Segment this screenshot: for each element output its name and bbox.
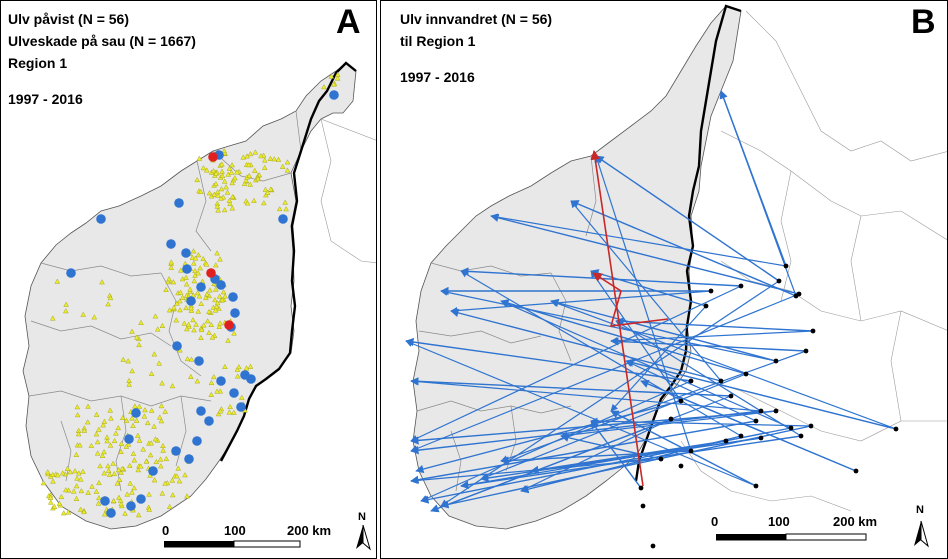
scale-label-0: 0 bbox=[162, 523, 170, 538]
wolf-detection-dot bbox=[136, 494, 146, 504]
scale-label-100: 100 bbox=[768, 514, 790, 529]
origin-point bbox=[679, 399, 684, 404]
origin-point bbox=[719, 379, 724, 384]
panel-b-period: 1997 - 2016 bbox=[400, 69, 475, 85]
wolf-detection-dot bbox=[174, 198, 184, 208]
wolf-detection-dot bbox=[192, 436, 202, 446]
origin-point bbox=[641, 504, 646, 509]
scale-label-200: 200 km bbox=[287, 523, 332, 538]
origin-point bbox=[809, 424, 814, 429]
wolf-detection-dot bbox=[240, 370, 250, 380]
origin-point bbox=[651, 544, 656, 549]
scale-label-100: 100 bbox=[224, 523, 246, 538]
wolf-detection-dot bbox=[196, 406, 206, 416]
wolf-detection-dot bbox=[172, 341, 182, 351]
wolf-detection-dot bbox=[229, 388, 239, 398]
origin-point bbox=[659, 457, 664, 462]
origin-point bbox=[639, 486, 644, 491]
origin-point bbox=[739, 434, 744, 439]
wolf-detection-dot bbox=[204, 416, 214, 426]
wolf-detection-dot bbox=[184, 454, 194, 464]
origin-point bbox=[804, 349, 809, 354]
wolf-red-dot bbox=[206, 268, 216, 278]
wolf-detection-dot bbox=[181, 248, 191, 258]
origin-point bbox=[774, 409, 779, 414]
origin-point bbox=[729, 394, 734, 399]
wolf-detection-dot bbox=[236, 402, 246, 412]
panel-a-title-3: Region 1 bbox=[8, 55, 68, 71]
wolf-detection-dot bbox=[278, 214, 288, 224]
origin-point bbox=[689, 449, 694, 454]
origin-point bbox=[709, 289, 714, 294]
wolf-detection-dot bbox=[194, 356, 204, 366]
scale-label-200: 200 km bbox=[833, 514, 878, 529]
wolf-detection-dot bbox=[216, 280, 226, 290]
wolf-detection-dot bbox=[124, 434, 134, 444]
origin-point bbox=[789, 426, 794, 431]
origin-point bbox=[754, 484, 759, 489]
north-label: N bbox=[916, 504, 924, 516]
wolf-detection-dot bbox=[196, 282, 206, 292]
origin-point bbox=[744, 372, 749, 377]
neighbor-land bbox=[321, 119, 377, 263]
origin-point bbox=[894, 427, 899, 432]
panel-b-letter: B bbox=[911, 3, 936, 41]
north-arrow-icon bbox=[356, 525, 370, 549]
panel-a-period: 1997 - 2016 bbox=[8, 91, 83, 107]
origin-point bbox=[689, 379, 694, 384]
wolf-detection-dot bbox=[96, 214, 106, 224]
map-a-canvas bbox=[1, 1, 377, 559]
origin-point bbox=[669, 417, 674, 422]
wolf-detection-dot bbox=[148, 466, 158, 476]
scale-label-0: 0 bbox=[711, 514, 719, 529]
origin-point bbox=[679, 464, 684, 469]
origin-point bbox=[754, 419, 759, 424]
origin-point bbox=[704, 304, 709, 309]
panel-b-title-2: til Region 1 bbox=[400, 33, 476, 49]
origin-point bbox=[784, 264, 789, 269]
wolf-detection-dot bbox=[66, 268, 76, 278]
panel-a-title-2: Ulveskade på sau (N = 1667) bbox=[8, 33, 196, 49]
origin-point bbox=[739, 284, 744, 289]
origin-point bbox=[777, 279, 782, 284]
wolf-detection-dot bbox=[329, 90, 339, 100]
wolf-detection-dot bbox=[186, 296, 196, 306]
scale-bar bbox=[716, 534, 866, 540]
origin-point bbox=[759, 409, 764, 414]
origin-point bbox=[799, 434, 804, 439]
wolf-detection-dot bbox=[106, 508, 116, 518]
origin-point bbox=[759, 436, 764, 441]
wolf-red-dot bbox=[208, 152, 218, 162]
wolf-red-dot bbox=[224, 320, 234, 330]
north-label: N bbox=[358, 511, 366, 523]
wolf-detection-dot bbox=[100, 496, 110, 506]
wolf-detection-dot bbox=[182, 264, 192, 274]
map-panel-b bbox=[380, 0, 948, 559]
origin-point bbox=[724, 439, 729, 444]
scale-bar bbox=[164, 541, 300, 547]
wolf-detection-dot bbox=[228, 292, 238, 302]
origin-point bbox=[797, 292, 802, 297]
origin-point bbox=[854, 469, 859, 474]
wolf-detection-dot bbox=[166, 239, 176, 249]
north-arrow-icon bbox=[914, 521, 928, 546]
sheep-damage-marker bbox=[48, 500, 53, 504]
map-panel-a bbox=[0, 0, 377, 559]
origin-point bbox=[774, 359, 779, 364]
wolf-detection-dot bbox=[230, 308, 240, 318]
wolf-detection-dot bbox=[126, 501, 136, 511]
wolf-detection-dot bbox=[131, 408, 141, 418]
sheep-damage-marker bbox=[61, 511, 66, 515]
wolf-detection-dot bbox=[171, 446, 181, 456]
panel-a-title-1: Ulv påvist (N = 56) bbox=[8, 11, 129, 27]
origin-point bbox=[811, 329, 816, 334]
panel-b-title-1: Ulv innvandret (N = 56) bbox=[400, 11, 553, 27]
wolf-detection-dot bbox=[216, 376, 226, 386]
panel-a-letter: A bbox=[336, 3, 361, 41]
